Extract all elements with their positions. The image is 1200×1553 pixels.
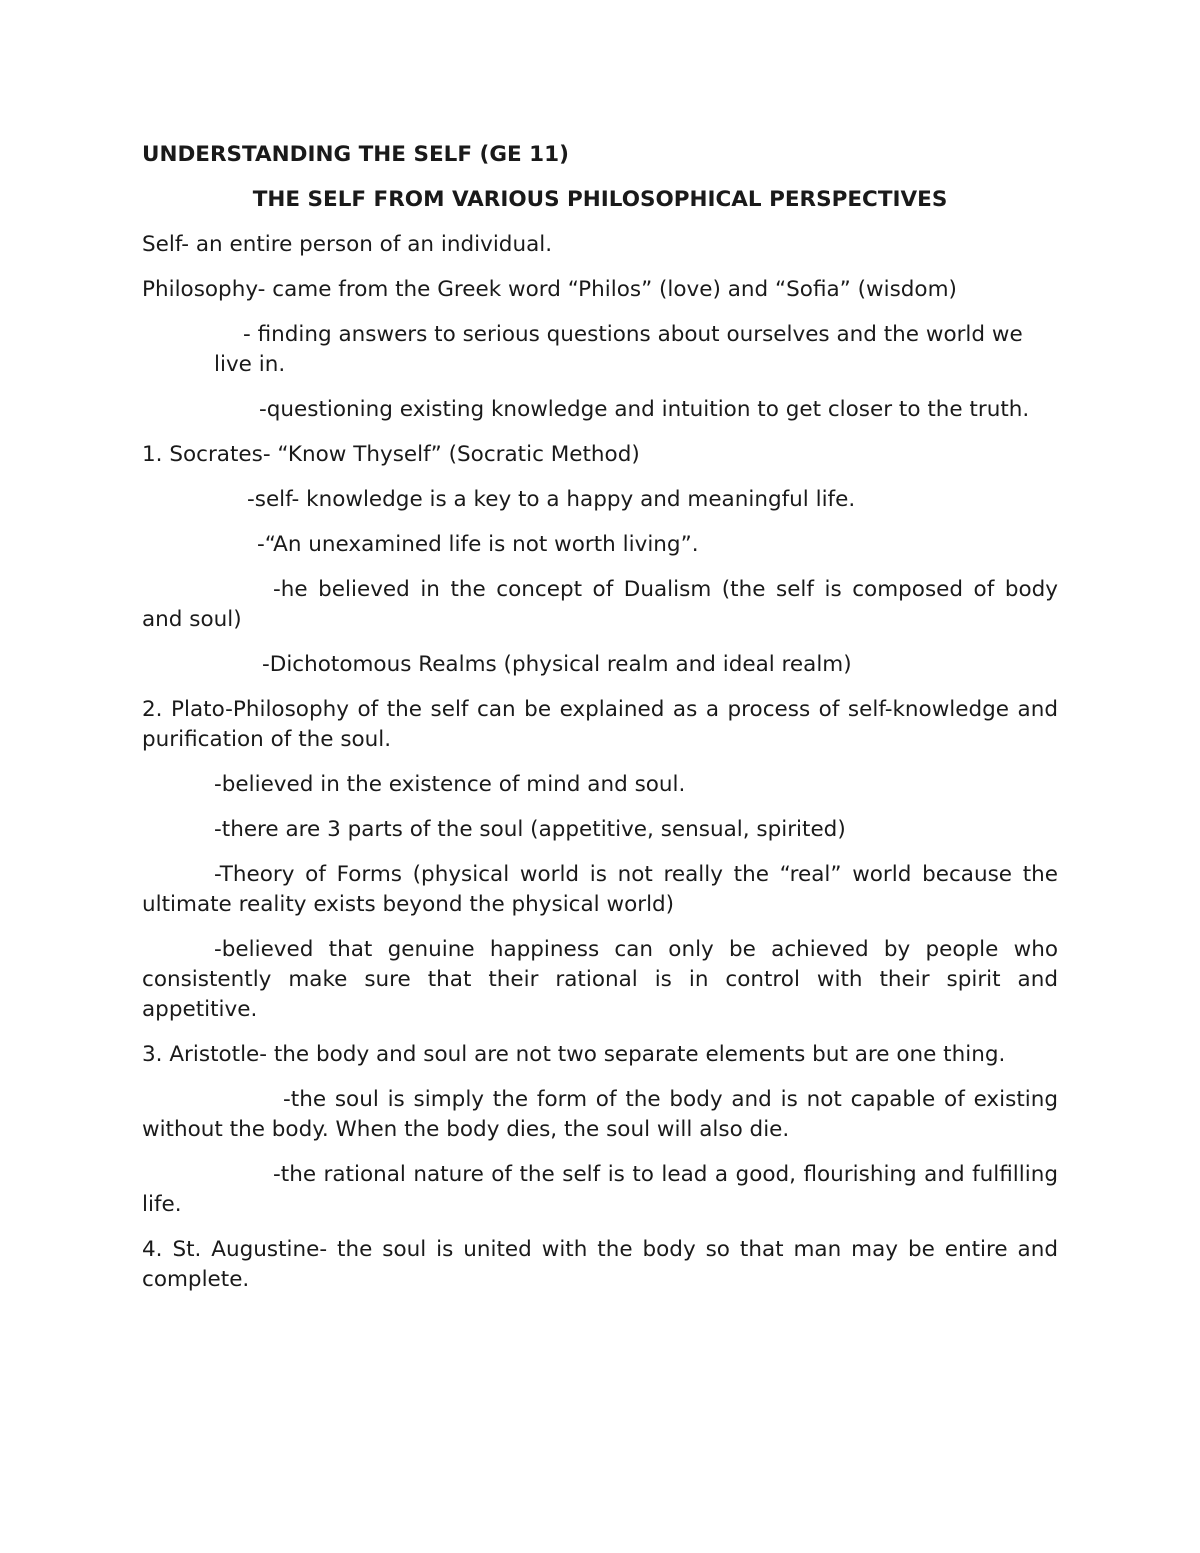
definition-philosophy: Philosophy- came from the Greek word “Philos” (love) and “Sofia” (wisdom) [142, 277, 957, 302]
aristotle-heading: 3. Aristotle- the body and soul are not two separate elements but are one thing. [142, 1042, 1006, 1067]
document-body [142, 140, 1058, 1310]
philosophy-point-1: - finding answers to serious questions about ourselves and the world we live in. [214, 322, 1023, 377]
aristotle-point-2: -the rational nature of the self is to lead a good, flourishing and fulfilling life. [142, 1162, 1058, 1217]
plato-point-3: -Theory of Forms (physical world is not really the “real” world because the ultimate reality exists beyond the physical world) [142, 862, 1058, 917]
socrates-point-3: -he believed in the concept of Dualism (the self is composed of body and soul) [142, 577, 1058, 632]
socrates-heading: 1. Socrates- “Know Thyself” (Socratic Method) [142, 442, 640, 467]
plato-point-1: -believed in the existence of mind and soul. [214, 772, 686, 797]
plato-point-4: -believed that genuine happiness can only be achieved by people who consistently make sure that their rational is in control with their spirit and appetitive. [142, 937, 1058, 1022]
augustine-heading: 4. St. Augustine- the soul is united with the body so that man may be entire and complete. [142, 1237, 1058, 1292]
document-subtitle: THE SELF FROM VARIOUS PHILOSOPHICAL PERSPECTIVES [252, 187, 948, 212]
plato-point-2: -there are 3 parts of the soul (appetitive, sensual, spirited) [214, 817, 846, 842]
aristotle-point-1: -the soul is simply the form of the body and is not capable of existing without the body. When the body dies, the soul will also die. [142, 1087, 1058, 1142]
socrates-point-2: -“An unexamined life is not worth living”. [257, 532, 699, 557]
plato-heading: 2. Plato-Philosophy of the self can be explained as a process of self-knowledge and purification of the soul. [142, 697, 1058, 752]
definition-self: Self- an entire person of an individual. [142, 232, 553, 257]
philosophy-point-2: -questioning existing knowledge and intuition to get closer to the truth. [259, 397, 1030, 422]
socrates-point-1: -self- knowledge is a key to a happy and meaningful life. [247, 487, 856, 512]
socrates-point-4: -Dichotomous Realms (physical realm and ideal realm) [262, 652, 852, 677]
document-title: UNDERSTANDING THE SELF (GE 11) [142, 142, 569, 167]
